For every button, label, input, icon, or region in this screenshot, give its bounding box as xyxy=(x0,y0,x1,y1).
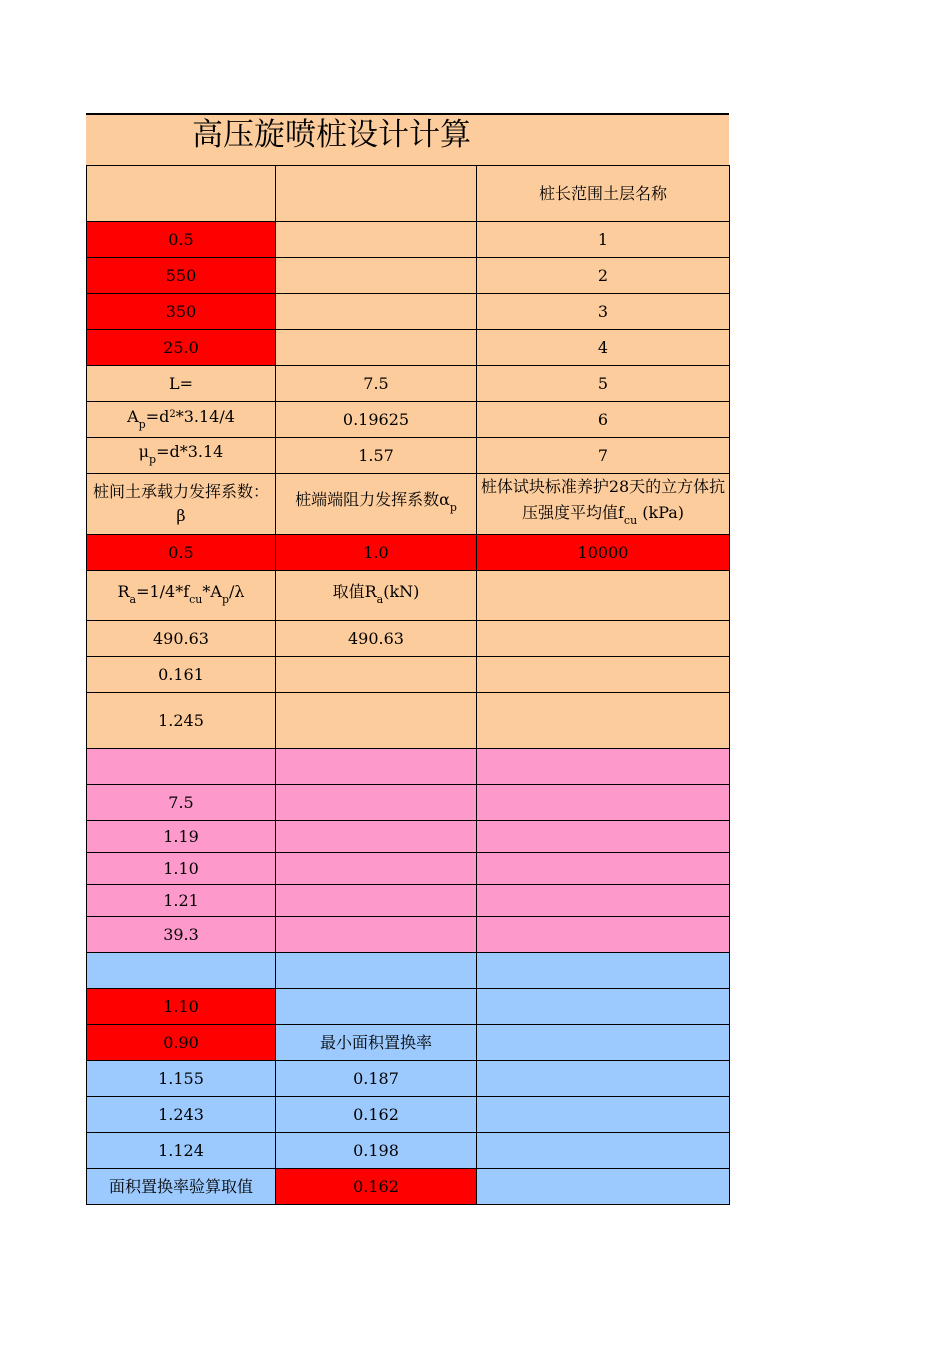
layer-1[interactable]: 1 xyxy=(477,222,730,258)
cell-header-a[interactable] xyxy=(87,166,276,222)
layer-5[interactable]: 5 xyxy=(477,366,730,402)
alpha-label-text: 桩端端阻力发挥系数α xyxy=(295,490,450,509)
sheet-title: 高压旋喷桩设计计算 xyxy=(192,117,471,153)
cell-empty[interactable] xyxy=(276,749,477,785)
ra-sub: a xyxy=(129,592,137,606)
ra-take-sub: a xyxy=(376,592,384,606)
Ap-formula-mid: =d xyxy=(145,406,170,426)
beta-label[interactable]: 桩间土承载力发挥系数：β xyxy=(87,474,276,535)
Ap-value[interactable]: 0.19625 xyxy=(276,402,477,438)
cell-empty[interactable] xyxy=(477,785,730,821)
cell-empty[interactable] xyxy=(477,1133,730,1169)
layer-7[interactable]: 7 xyxy=(477,438,730,474)
calc-table xyxy=(86,165,730,1205)
fcu-label-text: 桩体试块标准养护28天的立方体抗压强度平均值f xyxy=(480,477,726,522)
ra-symbol: R xyxy=(117,581,130,601)
ra-take-value[interactable]: 490.63 xyxy=(276,621,477,657)
alpha-sub: p xyxy=(449,501,457,514)
cell-empty[interactable] xyxy=(276,258,477,294)
layer-3[interactable]: 3 xyxy=(477,294,730,330)
blue-row-1-a[interactable]: 1.155 xyxy=(87,1061,276,1097)
fcu-label[interactable] xyxy=(477,474,730,535)
ra-formula[interactable] xyxy=(87,571,276,621)
cell-empty[interactable] xyxy=(276,222,477,258)
pink-value-4[interactable]: 1.21 xyxy=(87,885,276,917)
cell-empty[interactable] xyxy=(477,749,730,785)
cell-empty[interactable] xyxy=(477,917,730,953)
cell-empty[interactable] xyxy=(477,953,730,989)
cell-empty[interactable] xyxy=(477,1097,730,1133)
layer-4[interactable]: 4 xyxy=(477,330,730,366)
Ap-sup: 2 xyxy=(169,408,176,420)
blue-row-2-b[interactable]: 0.162 xyxy=(276,1097,477,1133)
mu-sub: p xyxy=(149,452,157,466)
L-value[interactable]: 7.5 xyxy=(276,366,477,402)
alpha-label[interactable] xyxy=(276,474,477,535)
Ap-symbol: A xyxy=(127,406,139,426)
pink-value-5[interactable]: 39.3 xyxy=(87,917,276,953)
cell-empty[interactable] xyxy=(276,330,477,366)
cell-empty[interactable] xyxy=(276,853,477,885)
cell-empty[interactable] xyxy=(87,953,276,989)
cell-empty[interactable] xyxy=(477,821,730,853)
blue-row-3-a[interactable]: 1.124 xyxy=(87,1133,276,1169)
cell-empty[interactable] xyxy=(477,885,730,917)
final-label[interactable]: 面积置换率验算取值 xyxy=(87,1169,276,1205)
cell-empty[interactable] xyxy=(276,917,477,953)
blue-row-2-a[interactable]: 1.243 xyxy=(87,1097,276,1133)
input-v2[interactable]: 350 xyxy=(87,294,276,330)
cell-empty[interactable] xyxy=(276,657,477,693)
fcu-value[interactable]: 10000 xyxy=(477,535,730,571)
cell-empty[interactable] xyxy=(477,621,730,657)
cell-empty[interactable] xyxy=(276,294,477,330)
cell-empty[interactable] xyxy=(477,571,730,621)
ra-take-unit: (kN) xyxy=(383,581,420,601)
L-label[interactable]: L= xyxy=(87,366,276,402)
ra-value[interactable]: 490.63 xyxy=(87,621,276,657)
layer-2[interactable]: 2 xyxy=(477,258,730,294)
fcu-unit: (kPa) xyxy=(642,503,685,522)
pink-value-3[interactable]: 1.10 xyxy=(87,853,276,885)
input-d[interactable]: 0.5 xyxy=(87,222,276,258)
cell-empty[interactable] xyxy=(477,1169,730,1205)
Ap-sub: p xyxy=(138,417,146,431)
ra-formula-mid1: =1/4*f xyxy=(136,581,190,601)
cell-empty[interactable] xyxy=(477,989,730,1025)
cell-empty[interactable] xyxy=(276,953,477,989)
final-value[interactable]: 0.162 xyxy=(276,1169,477,1205)
ra-p-sub: p xyxy=(221,592,229,606)
fcu-sub: cu xyxy=(623,514,638,527)
alpha-value[interactable]: 1.0 xyxy=(276,535,477,571)
mu-symbol: μ xyxy=(138,441,150,461)
mu-formula-rest: =d*3.14 xyxy=(156,441,224,461)
input-v1[interactable]: 550 xyxy=(87,258,276,294)
blue-row-1-b[interactable]: 0.187 xyxy=(276,1061,477,1097)
ra-formula-end: /λ xyxy=(229,581,245,601)
mu-formula[interactable] xyxy=(87,438,276,474)
ra-cu-sub: cu xyxy=(189,592,203,606)
Ap-formula-tail: *3.14/4 xyxy=(175,406,235,426)
cell-empty[interactable] xyxy=(276,885,477,917)
min-rate-label[interactable]: 最小面积置换率 xyxy=(276,1025,477,1061)
cell-empty[interactable] xyxy=(276,785,477,821)
cell-empty[interactable] xyxy=(276,989,477,1025)
Ap-formula[interactable] xyxy=(87,402,276,438)
ra-take-label[interactable] xyxy=(276,571,477,621)
cell-empty[interactable] xyxy=(477,1025,730,1061)
beta-value[interactable]: 0.5 xyxy=(87,535,276,571)
ra-take-text: 取值R xyxy=(332,581,377,601)
cell-empty[interactable] xyxy=(276,821,477,853)
cell-empty[interactable] xyxy=(477,853,730,885)
blue-row-3-b[interactable]: 0.198 xyxy=(276,1133,477,1169)
pink-value-1[interactable]: 7.5 xyxy=(87,785,276,821)
input-v3[interactable]: 25.0 xyxy=(87,330,276,366)
blue-input-1[interactable]: 1.10 xyxy=(87,989,276,1025)
value-1245[interactable]: 1.245 xyxy=(87,693,276,749)
layer-name-header[interactable]: 桩长范围土层名称 xyxy=(477,166,730,222)
cell-empty[interactable] xyxy=(477,693,730,749)
blue-input-2[interactable]: 0.90 xyxy=(87,1025,276,1061)
ra-formula-mid2: *A xyxy=(202,581,222,601)
cell-empty[interactable] xyxy=(477,657,730,693)
cell-empty[interactable] xyxy=(276,693,477,749)
cell-header-b[interactable] xyxy=(276,166,477,222)
cell-empty[interactable] xyxy=(477,1061,730,1097)
pink-value-2[interactable]: 1.19 xyxy=(87,821,276,853)
mu-value[interactable]: 1.57 xyxy=(276,438,477,474)
title-row[interactable] xyxy=(86,113,729,165)
layer-6[interactable]: 6 xyxy=(477,402,730,438)
cell-empty[interactable] xyxy=(87,749,276,785)
value-0161[interactable]: 0.161 xyxy=(87,657,276,693)
